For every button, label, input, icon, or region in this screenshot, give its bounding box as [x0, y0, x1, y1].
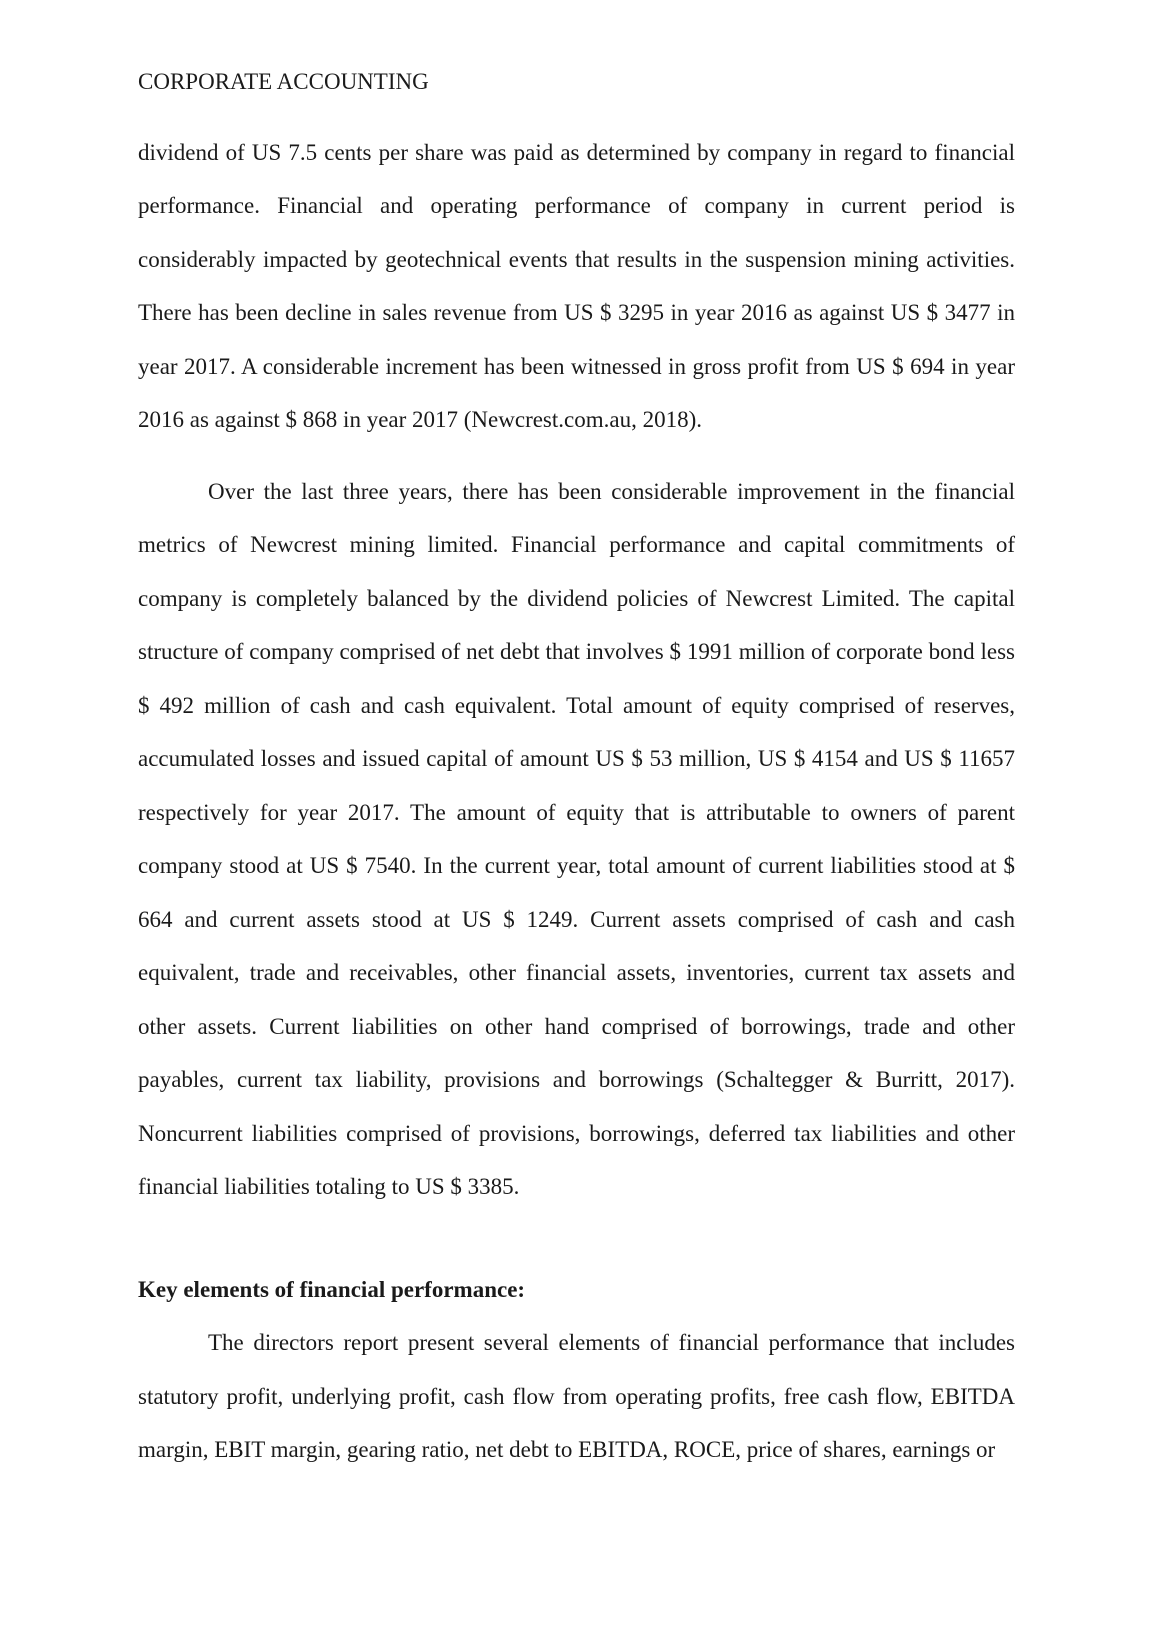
paragraph-financial-metrics: Over the last three years, there has been considerable improvement in the financial metrics of Newcrest mining limited. Financial performance and capital commitments of company is completely balanced by the dividend policies of Newcrest Limited. The capital structure of company comprised of net debt that involves $ 1991 million of corporate bond less $ 492 million of cash and cash equivalent. Total amount of equity comprised of reserves, accumulated losses and issued capital of amount US $ 53 million, US $ 4154 and US $ 11657 respectively for year 2017. The amount of equity that is attributable to owners of parent company stood at US $ 7540. In the current year, total amount of current liabilities stood at $ 664 and current assets stood at US $ 1249. Current assets comprised of cash and cash equivalent, trade and receivables, other financial assets, inventories, current tax assets and other assets. Current liabilities on other hand comprised of borrowings, trade and other payables, current tax liability, provisions and borrowings (Schaltegger & Burritt, 2017). Noncurrent liabilities comprised of provisions, borrowings, deferred tax liabilities and other financial liabilities totaling to US $ 3385. — [138, 478, 1015, 1199]
running-head: CORPORATE ACCOUNTING — [138, 69, 429, 94]
page-content — [138, 55, 1015, 1477]
paragraph-directors-report: The directors report present several elements of financial performance that includes statutory profit, underlying profit, cash flow from operating profits, free cash flow, EBITDA margin, EBIT margin, gearing ratio, net debt to EBITDA, ROCE, price of shares, earnings or — [138, 1330, 1015, 1462]
section-heading-key-elements: Key elements of financial performance: — [138, 1276, 526, 1302]
paragraph-financial-performance: dividend of US 7.5 cents per share was paid as determined by company in regard to financial performance. Financial and operating performance of company in current period is considerably impacted by geotechnical events that results in the suspension mining activities. There has been decline in sales revenue from US $ 3295 in year 2016 as against US $ 3477 in year 2017. A considerable increment has been witnessed in gross profit from US $ 694 in year 2016 as against $ 868 in year 2017 (Newcrest.com.au, 2018). — [138, 139, 1015, 432]
